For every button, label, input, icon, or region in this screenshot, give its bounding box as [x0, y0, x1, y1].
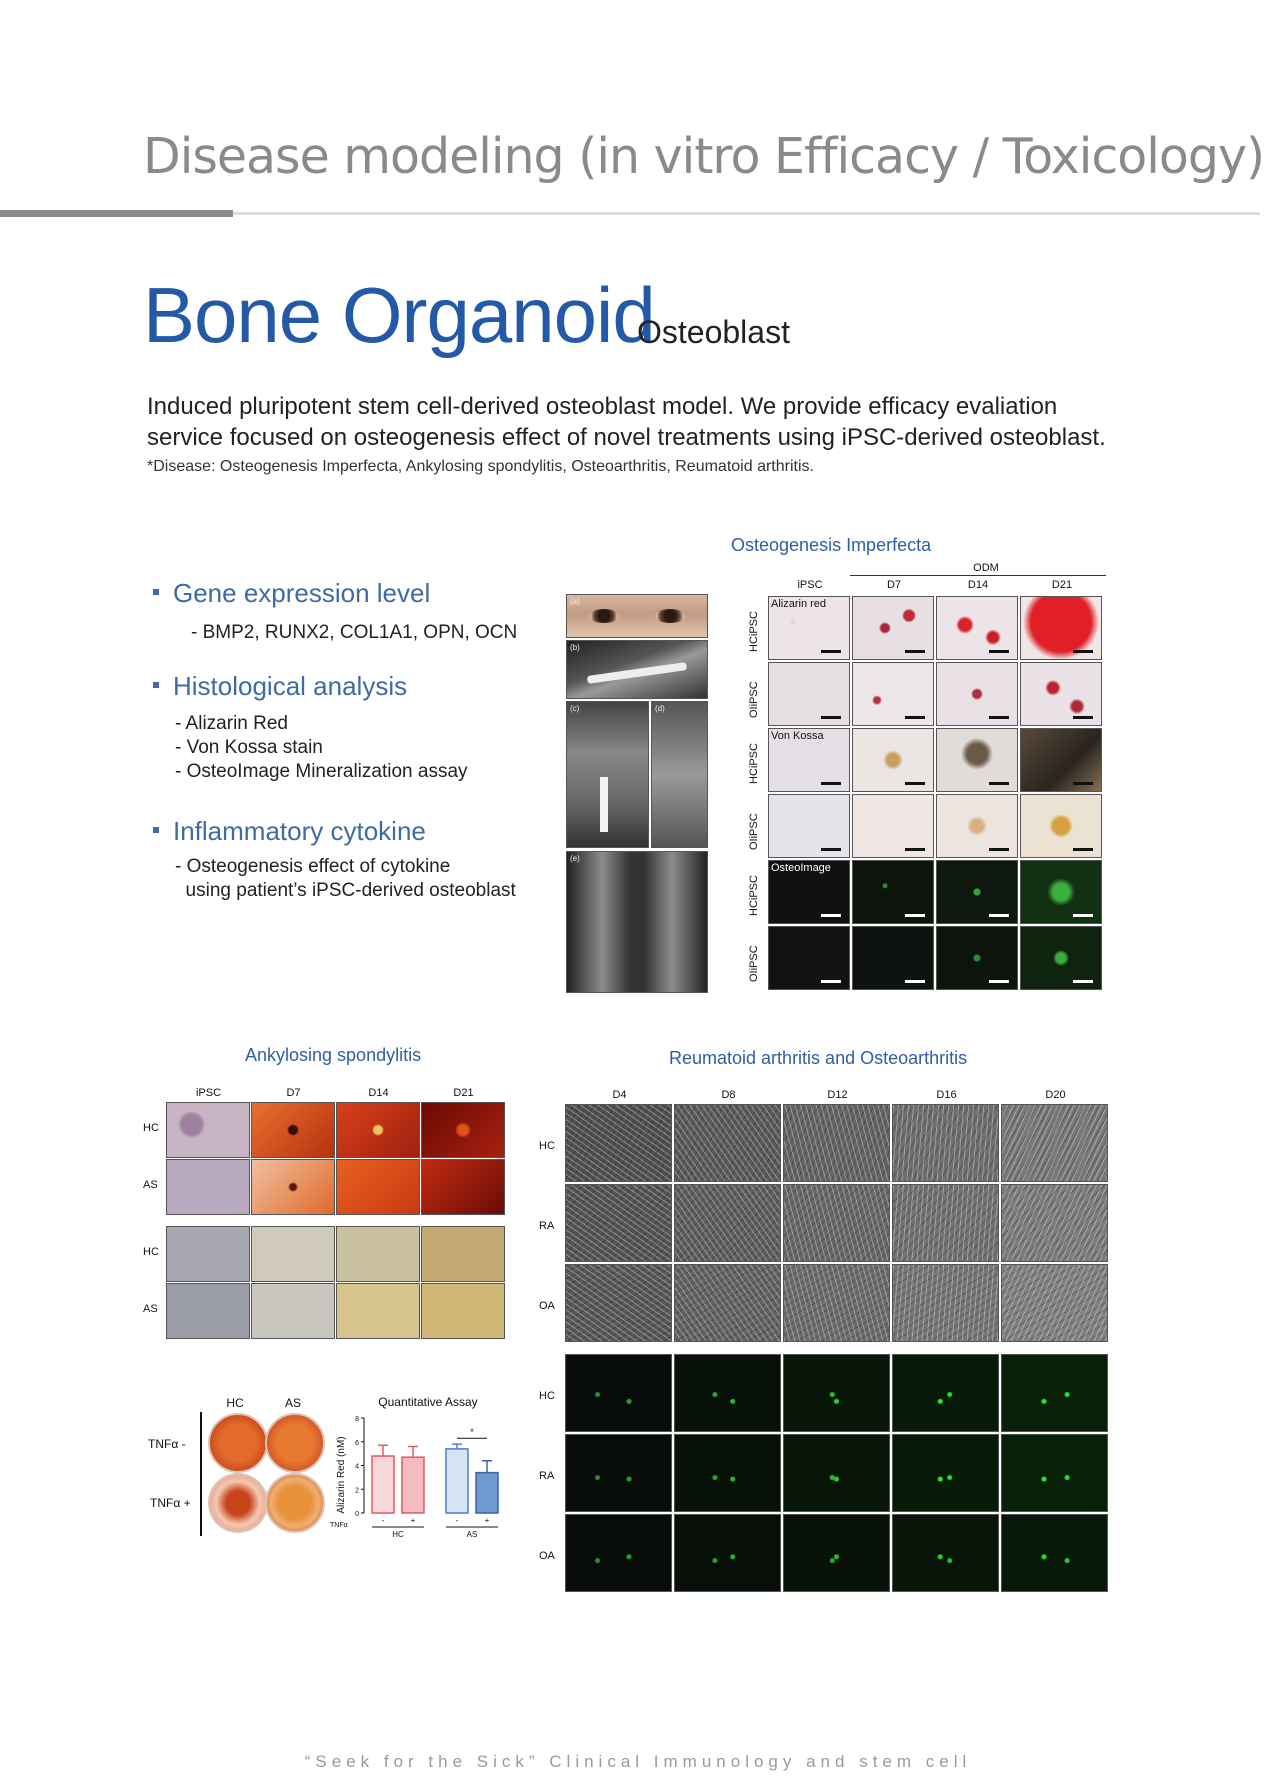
ra-row-label: OA — [539, 1550, 555, 1562]
micrograph-panel — [565, 1434, 672, 1512]
scale-bar — [821, 782, 841, 785]
scale-bar — [821, 716, 841, 719]
micrograph-panel — [936, 728, 1018, 792]
micrograph-panel — [565, 1264, 672, 1342]
chart-x-sign-label: - — [381, 1516, 385, 1525]
stain-label: Alizarin red — [771, 598, 827, 610]
micrograph-panel — [1020, 596, 1102, 660]
chart-x-sign-label: + — [484, 1516, 490, 1525]
ra-column-label: D4 — [612, 1089, 627, 1101]
xray-legs — [566, 851, 708, 993]
micrograph-panel — [892, 1514, 999, 1592]
micrograph-panel — [783, 1434, 890, 1512]
xray-label: (c) — [570, 704, 580, 713]
well-plate-as-tnf-pos — [265, 1473, 325, 1533]
micrograph-panel — [565, 1514, 672, 1592]
micrograph-panel — [852, 860, 934, 924]
as-column-label: D7 — [286, 1087, 301, 1099]
plate-col-label: HC — [226, 1396, 244, 1410]
micrograph-panel — [166, 1226, 250, 1282]
micrograph-panel — [1020, 860, 1102, 924]
scale-bar — [905, 980, 925, 983]
bullet-item: - OsteoImage Mineralization assay — [175, 761, 468, 782]
xray-label: (a) — [570, 597, 580, 606]
micrograph-panel — [936, 662, 1018, 726]
page-title: Bone Organoid — [143, 271, 655, 359]
chart-bar — [446, 1449, 468, 1513]
chart-y-tick-label: 0 — [355, 1511, 359, 1518]
bullet-square-icon — [153, 589, 159, 595]
as-row-label: AS — [143, 1179, 158, 1191]
plate-bracket — [200, 1412, 202, 1536]
micrograph-panel — [852, 794, 934, 858]
micrograph-panel — [674, 1104, 781, 1182]
micrograph-panel — [565, 1184, 672, 1262]
chart-group-label: AS — [466, 1530, 478, 1539]
micrograph-panel — [852, 596, 934, 660]
micrograph-panel — [892, 1264, 999, 1342]
header-divider-accent — [0, 210, 233, 217]
micrograph-panel — [1001, 1354, 1108, 1432]
scale-bar — [1073, 980, 1093, 983]
micrograph-panel — [783, 1264, 890, 1342]
scale-bar — [989, 782, 1009, 785]
oi-row-label: HCiPSC — [748, 875, 760, 916]
micrograph-panel — [336, 1159, 420, 1215]
micrograph-panel — [1001, 1514, 1108, 1592]
micrograph-panel — [1020, 728, 1102, 792]
oi-column-label: D21 — [1051, 579, 1073, 591]
micrograph-panel — [166, 1102, 250, 1158]
bullet-item: - Osteogenesis effect of cytokine — [175, 856, 451, 877]
xray-femur — [566, 640, 708, 699]
micrograph-panel — [1020, 662, 1102, 726]
quantitative-assay-chart — [330, 1390, 520, 1550]
micrograph-panel — [1001, 1104, 1108, 1182]
xray-spine — [651, 701, 708, 848]
stain-label: OsteoImage — [771, 862, 831, 874]
plate-row-label: TNFα - — [148, 1437, 186, 1451]
scale-bar — [821, 980, 841, 983]
bullet-item: - BMP2, RUNX2, COL1A1, OPN, OCN — [191, 622, 518, 643]
chart-y-axis-label: Alizarin Red (nM) — [336, 1436, 347, 1514]
micrograph-panel — [336, 1102, 420, 1158]
as-row-label: HC — [143, 1246, 159, 1258]
scale-bar — [905, 716, 925, 719]
micrograph-panel — [565, 1354, 672, 1432]
micrograph-panel — [336, 1283, 420, 1339]
oi-column-label: D14 — [967, 579, 989, 591]
scale-bar — [1073, 650, 1093, 653]
xray-label: (d) — [655, 704, 665, 713]
bullet-square-icon — [153, 827, 159, 833]
scale-bar — [821, 650, 841, 653]
micrograph-panel — [421, 1226, 505, 1282]
micrograph-panel — [166, 1159, 250, 1215]
as-column-label: iPSC — [195, 1087, 222, 1099]
bullet-heading-gene-expression — [153, 578, 430, 609]
micrograph-panel — [1001, 1264, 1108, 1342]
scale-bar — [905, 848, 925, 851]
bullet-item: - Von Kossa stain — [175, 737, 323, 758]
as-column-label: D14 — [368, 1087, 389, 1099]
oi-row-label: OIiPSC — [748, 813, 760, 850]
micrograph-panel — [783, 1184, 890, 1262]
well-plate-hc-tnf-pos — [208, 1473, 268, 1533]
micrograph-panel — [892, 1354, 999, 1432]
scale-bar — [1073, 914, 1093, 917]
scale-bar — [905, 914, 925, 917]
ra-row-label: RA — [539, 1220, 555, 1232]
stain-label: Von Kossa — [771, 730, 824, 742]
bullet-item: using patient’s iPSC-derived osteoblast — [175, 880, 516, 901]
micrograph-panel — [421, 1283, 505, 1339]
micrograph-panel — [936, 860, 1018, 924]
as-row-label: AS — [143, 1303, 158, 1315]
bullet-title: Gene expression level — [173, 578, 431, 608]
micrograph-panel — [768, 926, 850, 990]
scale-bar — [1073, 782, 1093, 785]
micrograph-panel — [336, 1226, 420, 1282]
bullet-heading-inflammatory — [153, 816, 426, 847]
disease-note: *Disease: Osteogenesis Imperfecta, Ankylosing spondylitis, Osteoarthritis, Reumatoid arthritis. — [147, 458, 814, 475]
ra-figure-title: Reumatoid arthritis and Osteoarthritis — [669, 1048, 968, 1068]
page-subtitle: Osteoblast — [637, 314, 790, 350]
chart-y-tick-label: 6 — [355, 1439, 359, 1447]
bullet-title: Inflammatory cytokine — [173, 816, 426, 846]
micrograph-panel — [783, 1514, 890, 1592]
intro-line-1: Induced pluripotent stem cell-derived osteoblast model. We provide efficacy evaliation — [147, 393, 1058, 420]
micrograph-panel — [251, 1283, 335, 1339]
micrograph-panel — [251, 1226, 335, 1282]
bullet-heading-histological — [153, 671, 407, 702]
micrograph-panel — [674, 1514, 781, 1592]
oi-odm-label: ODM — [973, 562, 999, 574]
micrograph-panel — [1020, 926, 1102, 990]
micrograph-panel — [1020, 794, 1102, 858]
scale-bar — [989, 980, 1009, 983]
micrograph-panel — [783, 1354, 890, 1432]
micrograph-panel — [674, 1354, 781, 1432]
as-column-label: D21 — [453, 1087, 474, 1099]
chart-x-sign-label: - — [455, 1516, 459, 1525]
scale-bar — [821, 848, 841, 851]
ra-column-label: D8 — [721, 1089, 736, 1101]
oi-column-label: iPSC — [797, 579, 823, 591]
scale-bar — [821, 914, 841, 917]
micrograph-panel — [674, 1184, 781, 1262]
ra-row-label: HC — [539, 1140, 555, 1152]
xray-hand — [566, 701, 649, 848]
scale-bar — [989, 650, 1009, 653]
eyes-photo — [566, 594, 708, 638]
scale-bar — [1073, 848, 1093, 851]
scale-bar — [1073, 716, 1093, 719]
chart-y-tick-label: 2 — [355, 1487, 359, 1495]
micrograph-panel — [892, 1104, 999, 1182]
micrograph-panel — [565, 1104, 672, 1182]
as-row-label: HC — [143, 1122, 159, 1134]
micrograph-panel — [852, 926, 934, 990]
micrograph-panel — [892, 1184, 999, 1262]
oi-figure-title: Osteogenesis Imperfecta — [731, 535, 932, 555]
oi-row-label: OIiPSC — [748, 945, 760, 982]
micrograph-panel — [166, 1283, 250, 1339]
scale-bar — [905, 782, 925, 785]
footer-tagline: “Seek for the Sick” Clinical Immunology and stem cell — [304, 1752, 972, 1771]
micrograph-panel — [674, 1434, 781, 1512]
bullet-title: Histological analysis — [173, 671, 408, 701]
well-plate-hc-tnf-neg — [208, 1413, 268, 1473]
micrograph-panel — [852, 662, 934, 726]
ra-column-label: D16 — [936, 1089, 957, 1101]
micrograph-panel — [421, 1102, 505, 1158]
ra-row-label: OA — [539, 1300, 555, 1312]
significance-star: * — [470, 1427, 474, 1438]
page-header-title: Disease modeling (in vitro Efficacy / Toxicology) — [143, 128, 1265, 185]
micrograph-panel — [251, 1159, 335, 1215]
oi-row-label: OIiPSC — [748, 681, 760, 718]
xray-label: (e) — [570, 854, 580, 863]
micrograph-panel — [768, 794, 850, 858]
micrograph-panel — [852, 728, 934, 792]
chart-x-sign-label: + — [410, 1516, 416, 1525]
micrograph-panel — [1001, 1434, 1108, 1512]
chart-bar — [402, 1457, 424, 1513]
micrograph-panel — [783, 1104, 890, 1182]
chart-bar — [372, 1456, 394, 1513]
well-plate-as-tnf-neg — [265, 1413, 325, 1473]
scale-bar — [989, 848, 1009, 851]
xray-label: (b) — [570, 643, 580, 652]
chart-y-tick-label: 8 — [355, 1416, 359, 1423]
chart-bar — [476, 1473, 498, 1513]
chart-group-label: HC — [392, 1530, 404, 1539]
chart-title: Quantitative Assay — [378, 1395, 478, 1409]
micrograph-panel — [674, 1264, 781, 1342]
micrograph-panel — [936, 794, 1018, 858]
plate-col-label: AS — [284, 1396, 301, 1410]
scale-bar — [905, 650, 925, 653]
bullet-square-icon — [153, 682, 159, 688]
bullet-item: - Alizarin Red — [175, 713, 288, 734]
ra-row-label: HC — [539, 1390, 555, 1402]
oi-column-label: D7 — [886, 579, 902, 591]
micrograph-panel — [768, 662, 850, 726]
micrograph-panel — [892, 1434, 999, 1512]
ra-column-label: D20 — [1045, 1089, 1066, 1101]
micrograph-panel — [936, 596, 1018, 660]
ra-column-label: D12 — [827, 1089, 848, 1101]
scale-bar — [989, 716, 1009, 719]
oi-row-label: HCiPSC — [748, 743, 760, 784]
oi-row-label: HCiPSC — [748, 611, 760, 652]
oi-odm-bracket — [850, 575, 1106, 576]
chart-y-tick-label: 4 — [355, 1463, 359, 1471]
intro-line-2: service focused on osteogenesis effect of novel treatments using iPSC-derived osteoblast. — [147, 424, 1106, 451]
micrograph-panel — [251, 1102, 335, 1158]
micrograph-panel — [1001, 1184, 1108, 1262]
micrograph-panel — [421, 1159, 505, 1215]
as-figure-title: Ankylosing spondylitis — [245, 1045, 422, 1065]
chart-tnf-label: TNFα — [330, 1522, 348, 1529]
plate-row-label: TNFα + — [150, 1496, 191, 1510]
scale-bar — [989, 914, 1009, 917]
micrograph-panel — [936, 926, 1018, 990]
ra-row-label: RA — [539, 1470, 555, 1482]
